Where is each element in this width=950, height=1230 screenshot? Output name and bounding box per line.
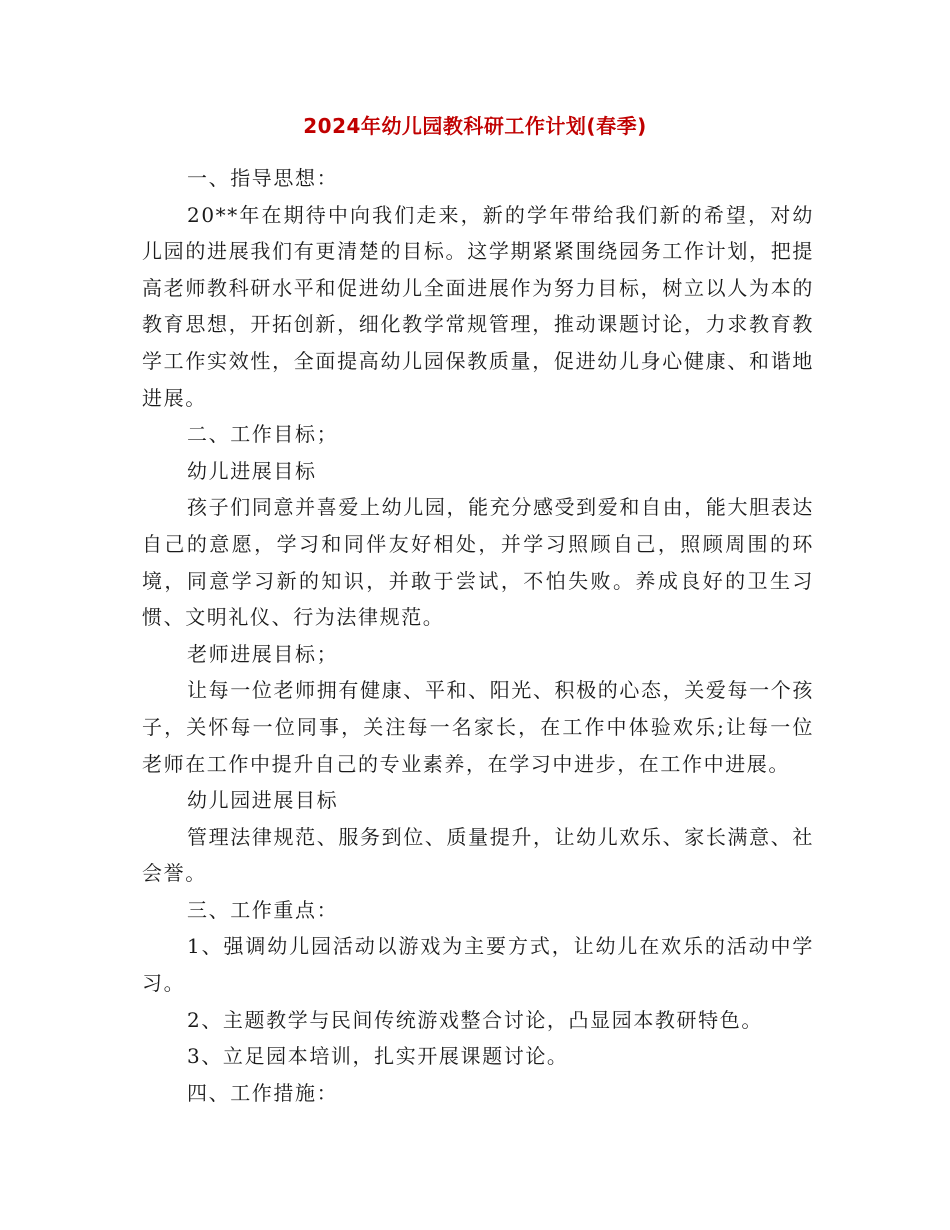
list-item-focus-1: 1、强调幼儿园活动以游戏为主要方式，让幼儿在欢乐的活动中学习。 [142, 934, 814, 996]
section-heading-guiding-ideology: 一、指导思想： [187, 166, 339, 190]
document-title: 2024年幼儿园教科研工作计划(春季) [303, 114, 647, 138]
list-item-focus-2: 2、主题教学与民间传统游戏整合讨论，凸显园本教研特色。 [187, 1007, 763, 1032]
subheading-child-goals: 幼儿进展目标 [187, 458, 317, 483]
paragraph-guiding-ideology: 20**年在期待中向我们走来，新的学年带给我们新的希望，对幼儿园的进展我们有更清楚的目标。这学期紧紧围绕园务工作计划，把提高老师教科研水平和促进幼儿全面进展作为努力目标，树立以人为本的教育思想，开拓创新，细化教学常规管理，推动课题讨论，力求教育教学工作实效性，全面提高幼儿园保教质量，促进幼儿身心健康、和谐地进展。 [142, 202, 814, 410]
subheading-kindergarten-goals: 幼儿园进展目标 [187, 788, 339, 813]
section-heading-work-goals: 二、工作目标； [187, 422, 339, 447]
section-heading-work-focus: 三、工作重点： [187, 897, 339, 922]
paragraph-teacher-goals: 让每一位老师拥有健康、平和、阳光、积极的心态，关爱每一个孩子，关怀每一位同事，关注每一名家长，在工作中体验欢乐;让每一位老师在工作中提升自己的专业素养，在学习中进步，在工作中进展。 [142, 678, 814, 776]
subheading-teacher-goals: 老师进展目标； [187, 641, 339, 666]
document-body [142, 160, 814, 1111]
paragraph-kindergarten-goals: 管理法律规范、服务到位、质量提升，让幼儿欢乐、家长满意、社会誉。 [142, 824, 814, 886]
list-item-focus-3: 3、立足园本培训，扎实开展课题讨论。 [187, 1044, 569, 1069]
section-heading-work-measures: 四、工作措施： [187, 1080, 339, 1105]
paragraph-child-goals: 孩子们同意并喜爱上幼儿园，能充分感受到爱和自由，能大胆表达自己的意愿，学习和同伴友好相处，并学习照顾自己，照顾周围的环境，同意学习新的知识，并敢于尝试，不怕失败。养成良好的卫生习惯、文明礼仪、行为法律规范。 [142, 495, 814, 630]
